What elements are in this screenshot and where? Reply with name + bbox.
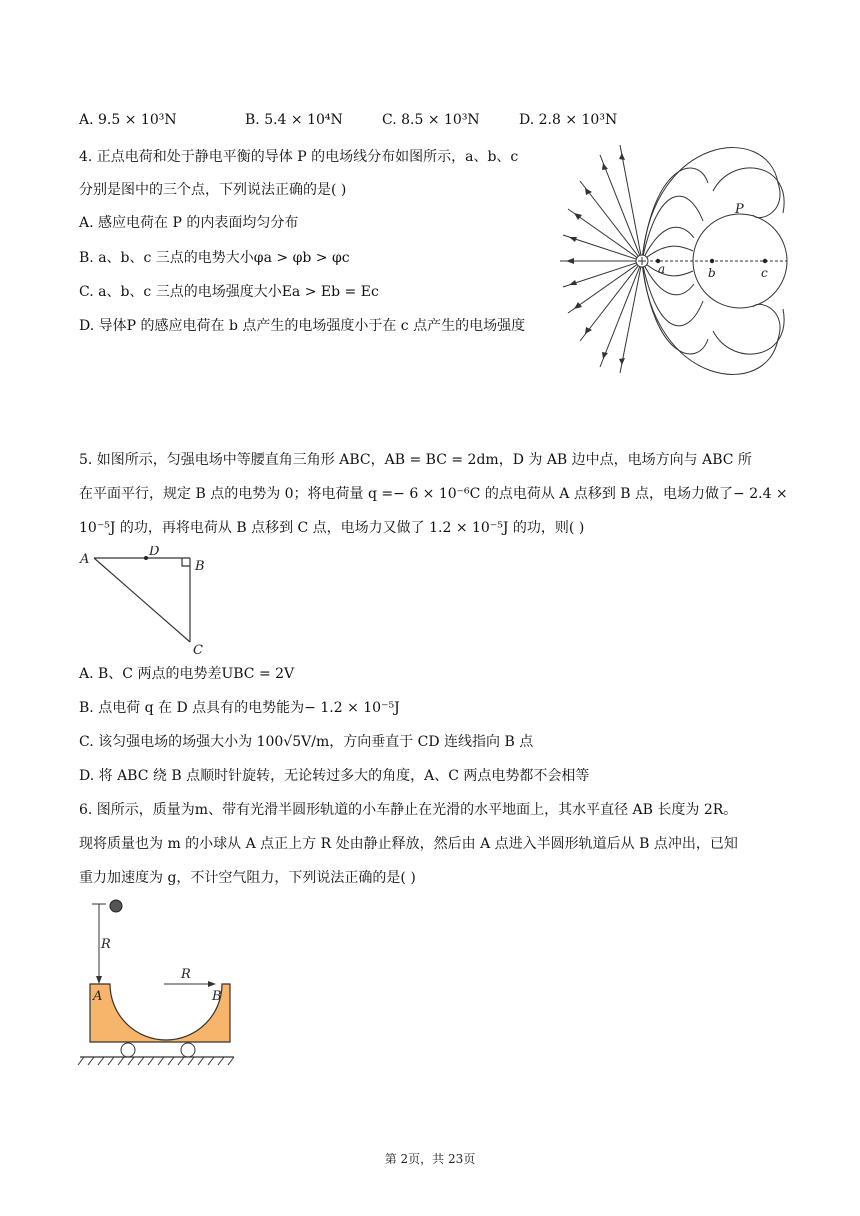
- q5-option-b: B. 点电荷 q 在 D 点具有的电势能为− 1.2 × 10⁻⁵J: [79, 700, 400, 716]
- page-footer: 第 2页，共 23页: [384, 1152, 476, 1166]
- q4-option-a: A. 感应电荷在 P 的内表面均匀分布: [79, 215, 299, 231]
- q4-option-d: D. 导体P 的感应电荷在 b 点产生的电场强度小于在 c 点产生的电场强度: [79, 318, 526, 334]
- label-d: D: [149, 546, 160, 559]
- q3-option-a: A. 9.5 × 10³N: [79, 112, 177, 128]
- q5-option-d: D. 将 ABC 绕 B 点顺时针旋转，无论转过多大的角度，A、C 两点电势都不会相等: [79, 768, 590, 784]
- q5-option-a: A. B、C 两点的电势差UBC = 2V: [79, 666, 295, 682]
- label-a: A: [80, 552, 90, 567]
- q5-triangle-figure: [76, 546, 216, 658]
- q5-stem-line1: 5. 如图所示，匀强电场中等腰直角三角形 ABC，AB = BC = 2dm，D 为 AB 边中点，电场方向与 ABC 所: [79, 452, 752, 468]
- ball: [110, 900, 122, 912]
- q5-stem-line3: 10⁻⁵J 的功，再将电荷从 B 点移到 C 点，电场力又做了 1.2 × 10⁻⁵J 的功，则( ): [79, 520, 585, 536]
- label-r-vertical: R: [101, 937, 111, 952]
- q4-option-c: C. a、b、c 三点的电场强度大小Ea > Eb = Ec: [79, 284, 379, 300]
- wheel-right: [181, 1043, 195, 1057]
- label-c: c: [761, 266, 768, 280]
- q4-stem-line2: 分别是图中的三个点，下列说法正确的是( ): [79, 182, 347, 198]
- label-p: P: [735, 202, 744, 217]
- label-c: C: [193, 643, 203, 658]
- label-r-horizontal: R: [181, 967, 191, 982]
- wheel-left: [121, 1043, 135, 1057]
- q5-option-c: C. 该匀强电场的场强大小为 100√5V/m，方向垂直于 CD 连线指向 B 点: [79, 734, 534, 750]
- label-a: a: [658, 262, 666, 276]
- q4-stem-line1: 4. 正点电荷和处于静电平衡的导体 P 的电场线分布如图所示，a、b、c: [79, 149, 519, 165]
- q3-option-d: D. 2.8 × 10³N: [519, 112, 618, 128]
- label-b: b: [708, 266, 716, 280]
- q6-stem-line3: 重力加速度为 g，不计空气阻力，下列说法正确的是( ): [79, 870, 416, 886]
- q6-cart-figure: [74, 896, 238, 1072]
- label-a: A: [93, 989, 103, 1004]
- label-b: B: [212, 989, 222, 1004]
- q3-option-c: C. 8.5 × 10³N: [382, 112, 480, 128]
- q4-field-lines-figure: [558, 143, 798, 375]
- q5-stem-line2: 在平面平行，规定 B 点的电势为 0；将电荷量 q =− 6 × 10⁻⁶C 的点电荷从 A 点移到 B 点，电场力做了− 2.4 ×: [79, 486, 788, 502]
- q4-option-b: B. a、b、c 三点的电势大小φa > φb > φc: [79, 250, 350, 266]
- q3-option-b: B. 5.4 × 10⁴N: [245, 112, 343, 128]
- q6-stem-line2: 现将质量也为 m 的小球从 A 点正上方 R 处由静止释放，然后由 A 点进入半圆形轨道后从 B 点冲出，已知: [79, 836, 738, 852]
- label-b: B: [195, 559, 205, 574]
- cart-body: [90, 984, 230, 1042]
- q6-stem-line1: 6. 图所示，质量为m、带有光滑半圆形轨道的小车静止在光滑的水平地面上，其水平直径 AB 长度为 2R。: [79, 802, 738, 818]
